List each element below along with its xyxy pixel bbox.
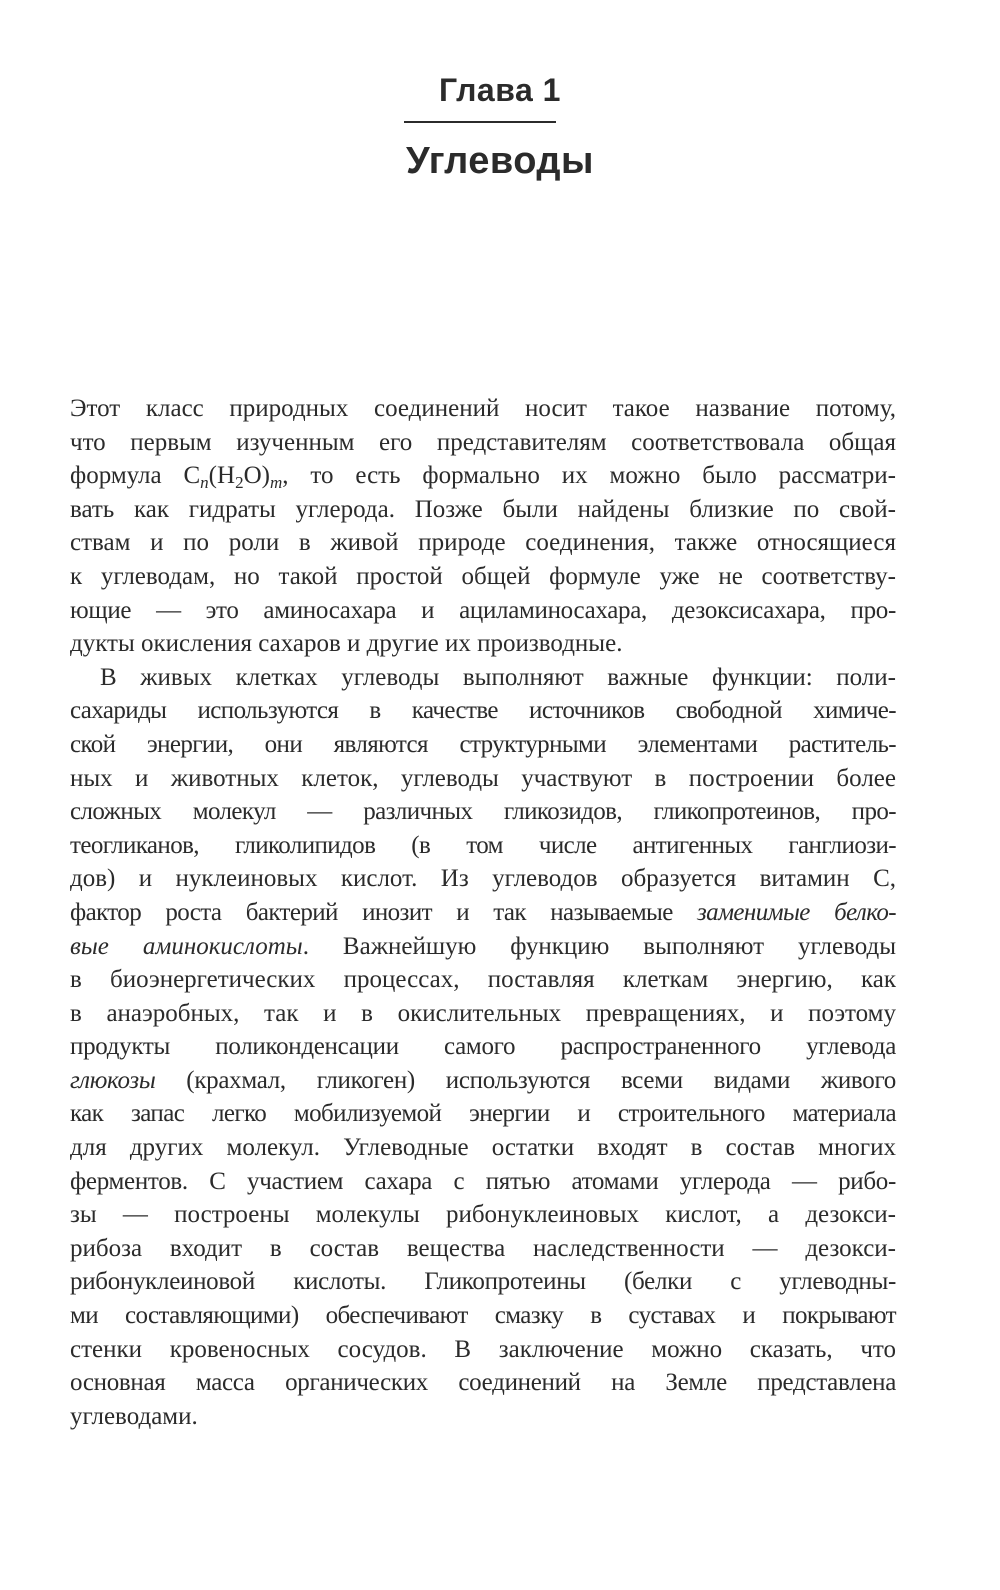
formula-text: O) xyxy=(243,462,270,490)
text-line: зы — построены молекулы рибонуклеиновых кислот, а дезокси- xyxy=(70,1201,896,1229)
text-segment: (крахмал, гликоген) используются всеми видами живого xyxy=(186,1066,896,1094)
text-line xyxy=(70,896,896,930)
italic-term: вые аминокислоты xyxy=(70,932,303,960)
text-line: сложных молекул — различных гликозидов, гликопротеинов, про- xyxy=(70,798,896,826)
text-segment: фактор роста бактерий инозит и так называемые xyxy=(70,898,673,926)
text-line: рибоза входит в состав вещества наследственности — дезокси- xyxy=(70,1234,896,1262)
italic-term: глюкозы xyxy=(70,1066,156,1094)
text-line: рибонуклеиновой кислоты. Гликопротеины (белки с углеводны- xyxy=(70,1268,896,1296)
text-segment: , то есть формально их можно было рассматри- xyxy=(282,462,896,490)
formula-subscript-n: n xyxy=(200,473,209,493)
text-line: как запас легко мобилизуемой энергии и строительного материала xyxy=(70,1100,896,1128)
chapter-divider xyxy=(404,121,556,123)
formula-subscript-m: m xyxy=(269,473,283,493)
formula-text: (H xyxy=(208,462,236,490)
text-line: углеводами. xyxy=(70,1402,198,1430)
text-line xyxy=(70,1064,896,1098)
text-line: теогликанов, гликолипидов (в том числе антигенных ганглиози- xyxy=(70,831,896,859)
text-line: основная масса органических соединений на Земле представлена xyxy=(70,1369,896,1397)
text-line: дукты окисления сахаров и другие их производные. xyxy=(70,630,623,658)
text-line: ствам и по роли в живой природе соединения, также относящиеся xyxy=(70,529,896,557)
text-line: Этот класс природных соединений носит такое название потому, xyxy=(70,395,896,422)
paragraph-1 xyxy=(70,392,896,661)
text-line: продукты поликонденсации самого распространенного углевода xyxy=(70,1033,896,1061)
text-line: для других молекул. Углеводные остатки входят в состав многих xyxy=(70,1134,896,1162)
text-line: в биоэнергетических процессах, поставляя клеткам энергию, как xyxy=(70,966,896,994)
text-line: к углеводам, но такой простой общей формуле уже не соответству- xyxy=(70,562,896,590)
formula-text: формула C xyxy=(70,462,201,490)
formula-subscript-2: 2 xyxy=(235,473,244,493)
text-line: ской энергии, они являются структурными элементами раститель- xyxy=(70,730,896,758)
text-line xyxy=(70,459,896,493)
text-line xyxy=(70,930,896,964)
chapter-title: Углеводы xyxy=(406,140,594,182)
text-line: ющие — это аминосахара и ациламиносахара, дезоксисахара, про- xyxy=(70,596,896,624)
text-line: дов) и нуклеиновых кислот. Из углеводов образуется витамин С, xyxy=(70,865,896,893)
text-segment: . Важнейшую функцию выполняют углеводы xyxy=(302,932,897,960)
chapter-number: Глава 1 xyxy=(439,72,561,108)
text-line: вать как гидраты углерода. Позже были найдены близкие по свой- xyxy=(70,495,896,523)
paragraph-2 xyxy=(70,661,896,1434)
text-line: ми составляющими) обеспечивают смазку в суставах и покрывают xyxy=(70,1302,896,1330)
italic-term: заменимые белко- xyxy=(697,898,896,926)
body-text xyxy=(70,392,896,1433)
text-line: В живых клетках углеводы выполняют важные функции: поли- xyxy=(100,663,896,691)
text-line: сахариды используются в качестве источников свободной химиче- xyxy=(70,697,896,725)
text-line: что первым изученным его представителям соответствовала общая xyxy=(70,428,896,456)
text-line: в анаэробных, так и в окислительных превращениях, и поэтому xyxy=(70,999,896,1027)
text-line: стенки кровеносных сосудов. В заключение можно сказать, что xyxy=(70,1335,896,1363)
text-line: ферментов. С участием сахара с пятью атомами углерода — рибо- xyxy=(70,1167,896,1195)
text-line: ных и животных клеток, углеводы участвуют в построении более xyxy=(70,764,896,792)
